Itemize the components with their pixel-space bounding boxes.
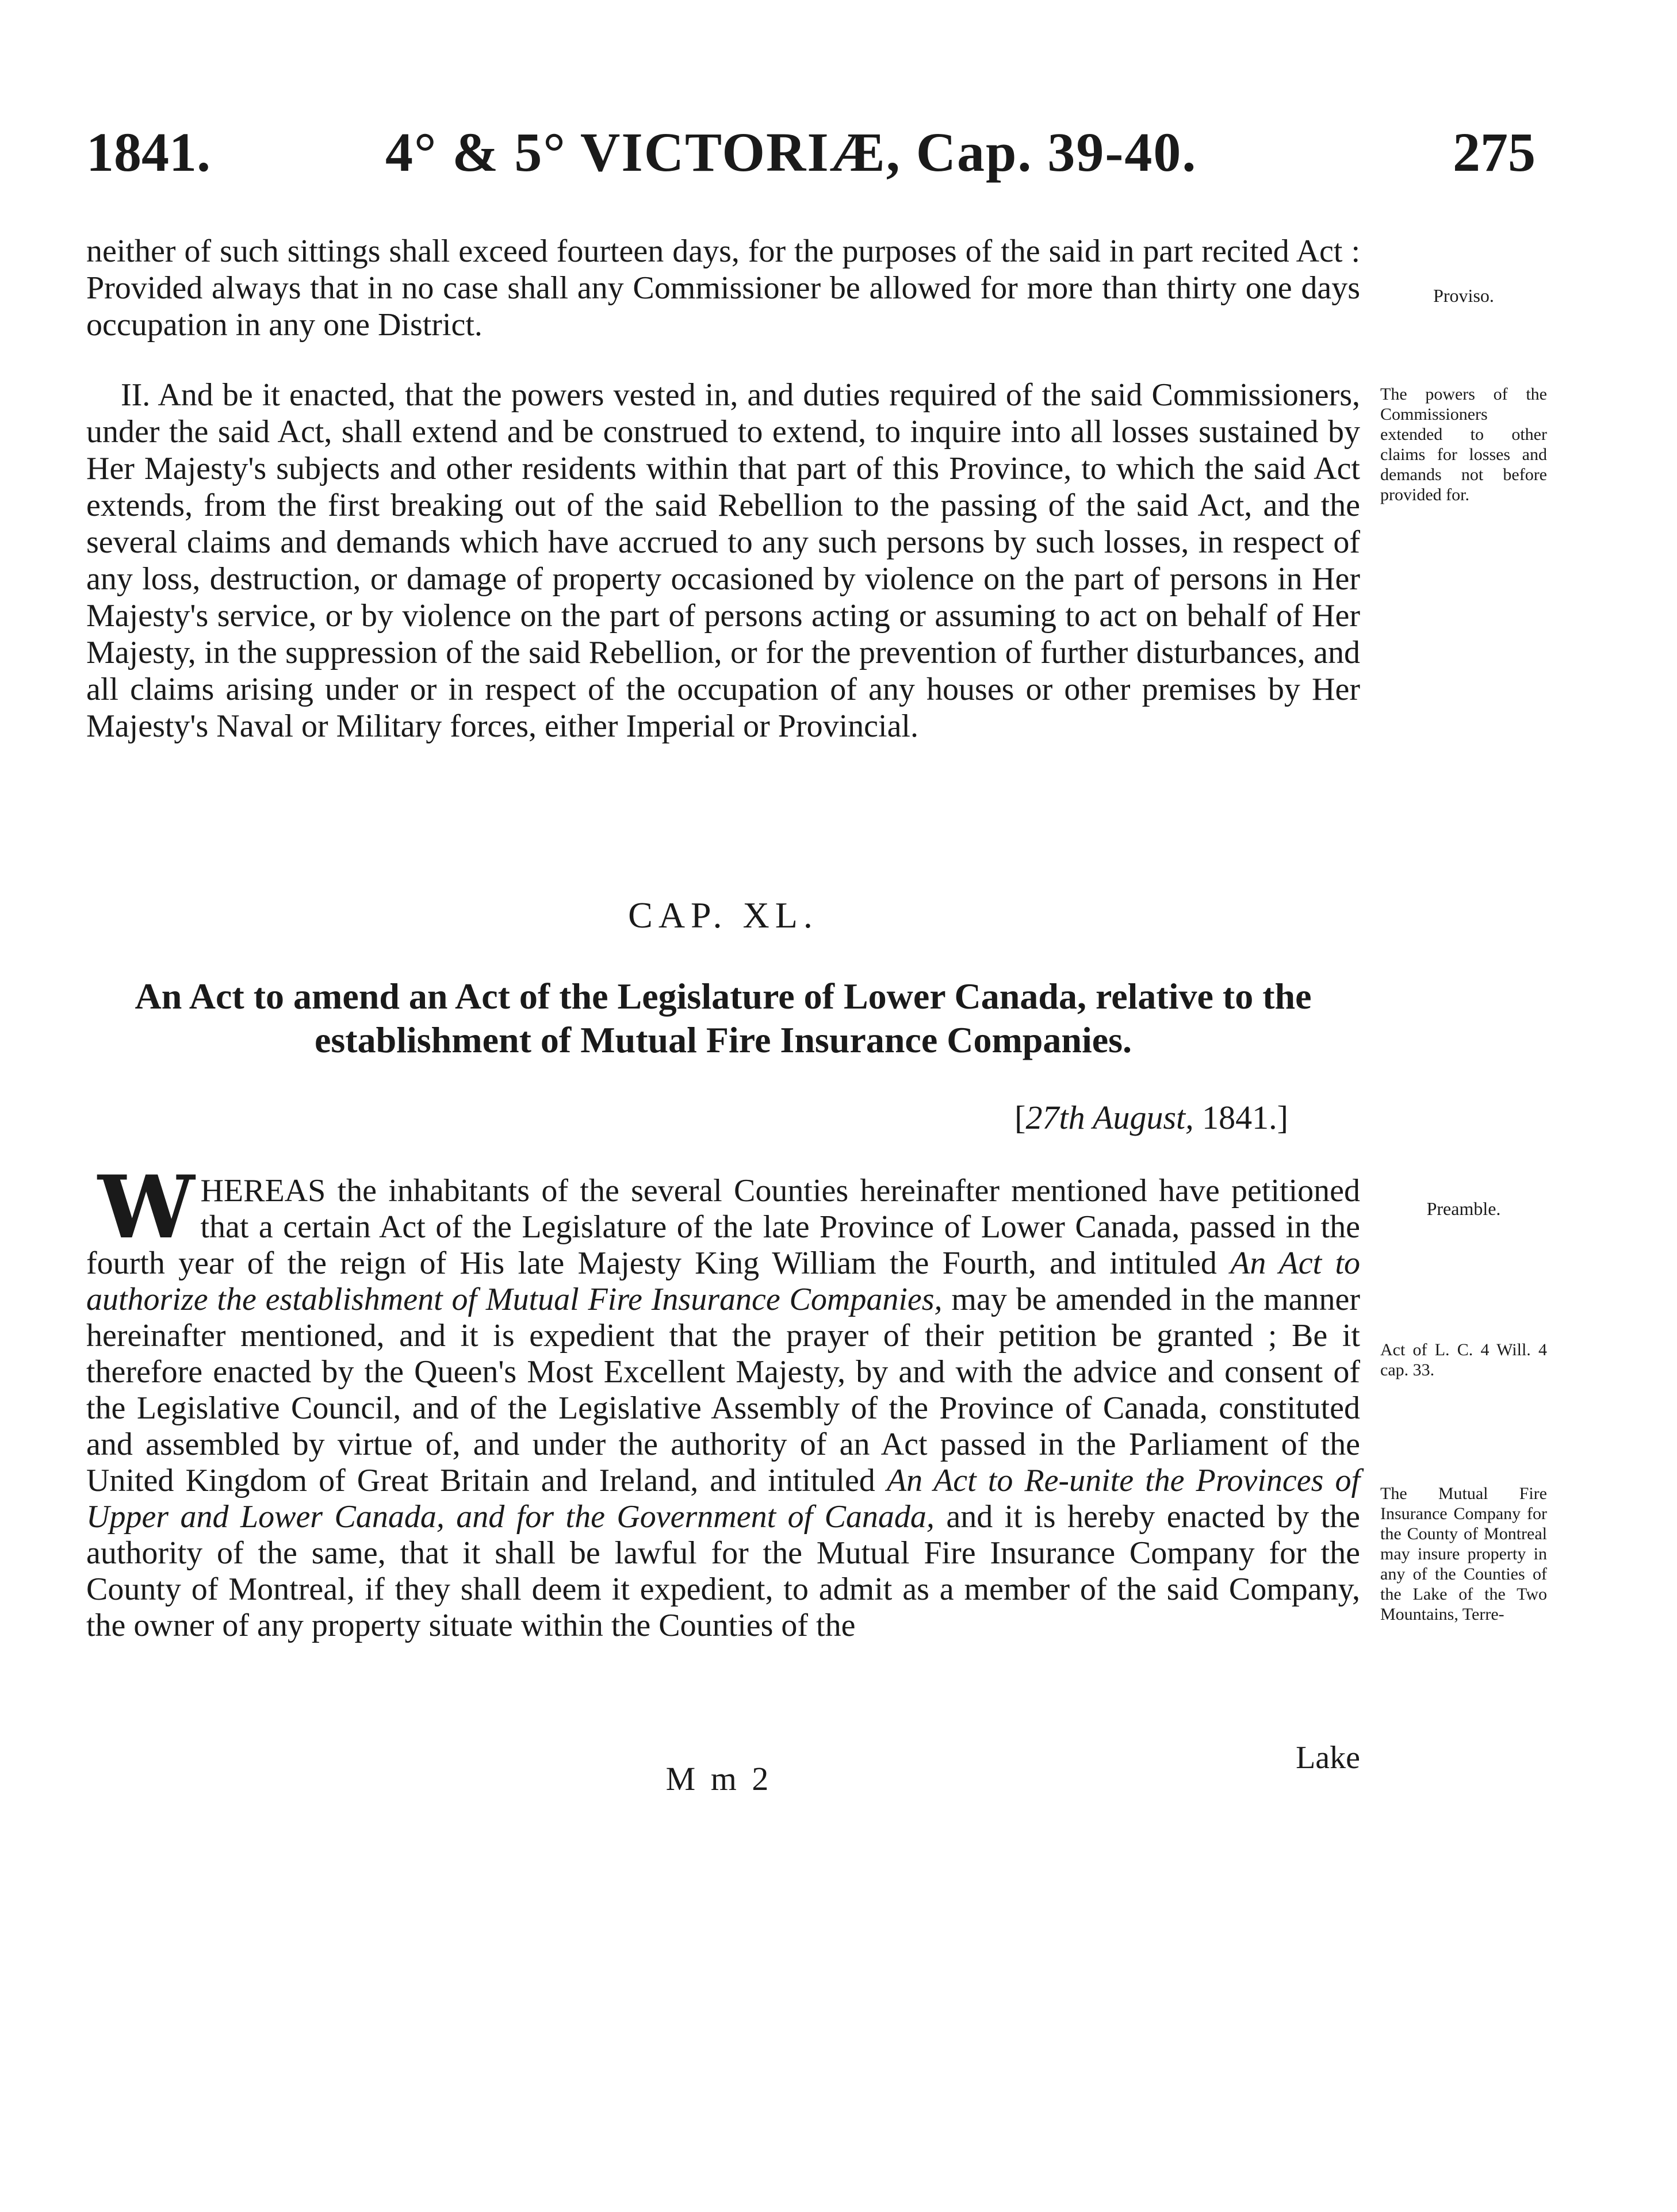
preamble-text-e: and it is hereby enacted by the authority of the same, that it shall be lawful for the Mutual Fire Insurance Company for the County of Montreal, if they shall deem it expedient, to admit as a member of the said Company, the owner of any property situate within the Counties of the [86,1499,1361,1643]
marginal-note-powers: The powers of the Commissioners extended to other claims for losses and demands not before provided for. [1380,385,1547,504]
act-date [966,1098,1288,1137]
running-head [86,118,1536,187]
preamble-paragraph [86,1157,1361,1754]
date-day: 27th August, [1025,1099,1194,1136]
act-title: An Act to amend an Act of the Legislature of Lower Canada, relative to the establishment of Mutual Fire Insurance Companies. [135,976,1312,1060]
preamble-text-c: may be amended in the manner hereinafter mentioned, and it is expedient that the prayer of their petition be granted ; Be it therefore enacted by the Queen's Most Excellent Majesty, by and with the advice and consent of the Legislative Council, and of the Legislative Assembly of the Province of Canada, constituted and assembled by virtue of, and under the authority of an Act passed in the Parliament of the United Kingdom of Great Britain and Ireland, and intituled [86,1282,1360,1498]
marginal-note-mutual-insurance: The Mutual Fire Insurance Company for the County of Montreal may insure property in any of the Counties of the Lake of the Two Mountains, Terre- [1380,1484,1547,1624]
catchword: Lake [1296,1740,1360,1776]
preamble-text-a: HEREAS the inhabitants of the several Counties hereinafter mentioned have petitioned that a certain Act of the Legislature of the late Province of Lower Canada, passed in the fourth year of the reign of His late Majesty King William the Fourth, and intituled [86,1173,1360,1281]
marginal-note-act-reference: Act of L. C. 4 Will. 4 cap. 33. [1380,1340,1547,1379]
marginal-note-proviso: Proviso. [1433,285,1494,306]
chapter-heading: CAP. XL. [628,895,818,936]
date-bracket: [ [1014,1099,1026,1136]
preamble-act-title-1: An Act to authorize the establishment of Mutual Fire Insurance Companies, [86,1245,1361,1317]
section-ii-paragraph: II. And be it enacted, that the powers vested in, and duties required of the said Commissioners, under the said Act, shall extend and be construed to extend, to inquire into all losses sustained by Her Majesty's subjects and other residents within that part of this Province, to which the said Act extends, from the first breaking out of the said Rebellion to the passing of the said Act, and the several claims and demands which have accrued to any such persons by such losses, in respect of any loss, destruction, or damage of property occasioned by violence on the part of persons in Her Majesty's service, or by violence on the part of persons acting or assuming to act on behalf of Her Majesty, in the suppression of the said Rebellion, or for the prevention of further disturbances, and all claims arising under or in respect of the occupation of any houses or other premises by Her Majesty's Naval or Military forces, either Imperial or Provincial. [86,377,1360,744]
header-year: 1841. [86,121,210,183]
section-paragraph-proviso: neither of such sittings shall exceed fourteen days, for the purposes of the said in part recited Act : Provided always that in no case shall any Commissioner be allowed for more than thirty one days occupation in any one District. [86,233,1360,343]
signature-mark: M m 2 [665,1760,772,1797]
marginal-note-preamble: Preamble. [1426,1198,1501,1219]
date-year: 1841.] [1193,1099,1288,1136]
drop-cap: W [98,1157,195,1258]
page-number: 275 [1453,121,1536,183]
header-title: 4° & 5° VICTORIÆ, Cap. 39-40. [385,121,1197,183]
preamble-act-title-2: An Act to Re-unite the Provinces of Upper and Lower Canada, and for the Government of Canada, [86,1463,1361,1535]
